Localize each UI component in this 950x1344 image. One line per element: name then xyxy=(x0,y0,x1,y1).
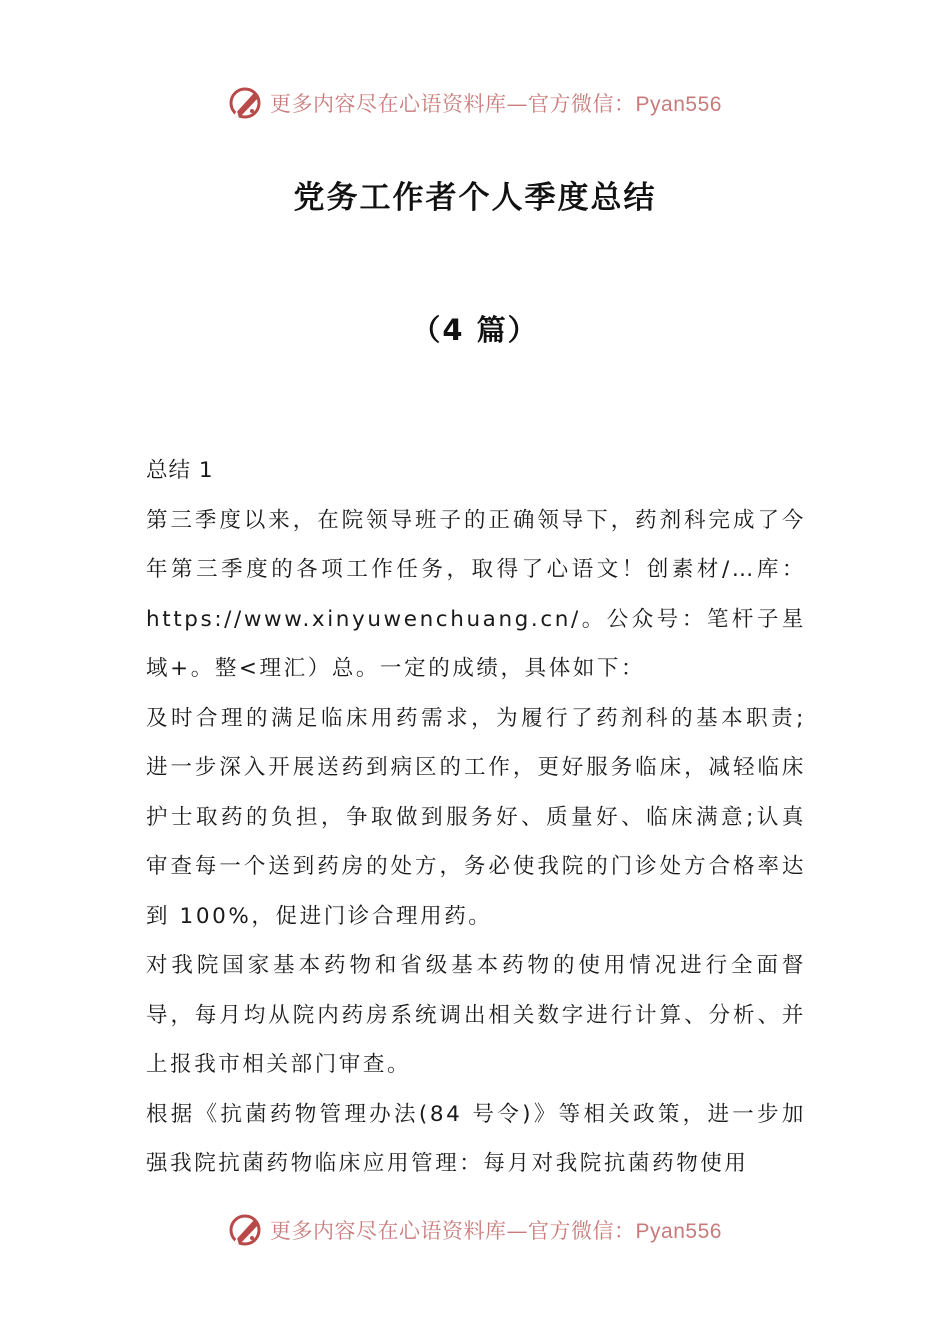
document-subtitle: （4 篇） xyxy=(411,313,539,347)
pen-logo-icon xyxy=(228,85,264,121)
banner-text: 更多内容尽在心语资料库—官方微信：Pyan556 xyxy=(270,92,722,116)
body-paragraph: 根据《抗菌药物管理办法(84 号令)》等相关政策，进一步加强我院抗菌药物临床应用管理：每月对我院抗菌药物使用 xyxy=(146,1101,806,1176)
banner-text: 更多内容尽在心语资料库—官方微信：Pyan556 xyxy=(270,1219,722,1243)
body-paragraph: 及时合理的满足临床用药需求，为履行了药剂科的基本职责;进一步深入开展送药到病区的工作，更好服务临床，减轻临床护士取药的负担，争取做到服务好、质量好、临床满意;认真审查每一个送到药房的处方，务必使我院的门诊处方合格率达到 100%，促进门诊合理用药。 xyxy=(146,705,806,929)
pen-logo-icon xyxy=(228,1212,264,1248)
body-paragraph: 对我院国家基本药物和省级基本药物的使用情况进行全面督导，每月均从院内药房系统调出相关数字进行计算、分析、并上报我市相关部门审查。 xyxy=(146,953,806,1077)
section-heading: 总结 1 xyxy=(146,458,214,483)
body-paragraph: 第三季度以来，在院领导班子的正确领导下，药剂科完成了今年第三季度的各项工作任务，取得了心语文！创素材/…库：https://www.xinyuwenchuang.cn/。公众号：笔杆子星域+。整<理汇）总。一定的成绩，具体如下： xyxy=(146,507,806,681)
document-body xyxy=(146,446,806,1189)
document-title: 党务工作者个人季度总结 xyxy=(293,180,657,216)
footer-watermark-banner xyxy=(0,1205,950,1255)
header-watermark-banner xyxy=(0,78,950,128)
